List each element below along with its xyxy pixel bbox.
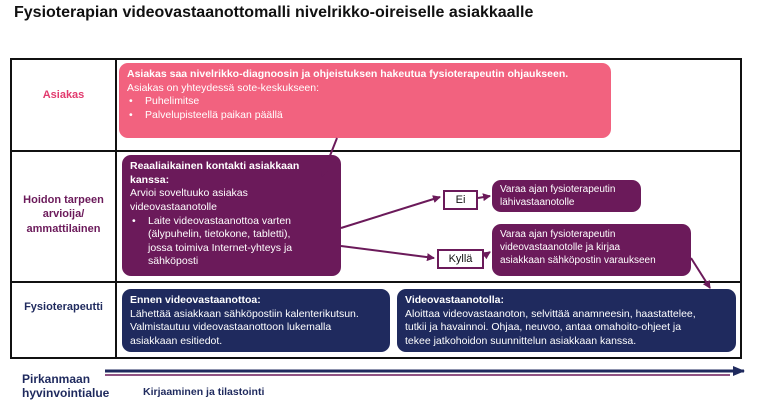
list-item-line: (älypuhelin, tietokone, tabletti), xyxy=(148,228,291,241)
during-box-line: tutkii ja havainnoi. Ohjaa, neuvoo, antaa omahoito-ohjeet ja xyxy=(405,321,682,334)
outcome-line: videovastaanotolle ja kirjaa xyxy=(500,242,621,253)
lane-label-line: arvioija/ xyxy=(42,208,85,221)
contact-box-text: Arvioi soveltuuko asiakas xyxy=(130,187,248,200)
decision-kylla-tag: Kyllä xyxy=(437,249,484,269)
during-box-heading: Videovastaanotolla: xyxy=(405,294,505,306)
outcome-line: asiakkaan sähköpostin varaukseen xyxy=(500,255,656,266)
arrow-contact-to-ei xyxy=(341,197,440,228)
arrow-kylla-to-outcome xyxy=(484,252,490,256)
brand-line: hyvinvointialue xyxy=(22,386,110,400)
arrow-contact-to-kylla xyxy=(341,246,434,258)
arrow-ei-to-outcome xyxy=(478,196,490,198)
decision-ei-tag: Ei xyxy=(443,190,478,210)
before-box-line: Valmistautuu videovastaanottoon lukemalla xyxy=(130,321,332,334)
outcome-line: Varaa ajan fysioterapeutin xyxy=(500,184,616,195)
list-item-line: jossa toimiva Internet-yhteys ja xyxy=(148,241,293,254)
list-item: • Palvelupisteellä paikan päällä xyxy=(127,109,603,123)
outcome-line: lähivastaanotolle xyxy=(500,197,575,208)
contact-box-heading: Reaaliaikainen kontakti asiakkaan xyxy=(130,160,300,172)
before-box-heading: Ennen videovastaanottoa: xyxy=(130,294,261,306)
lane-label-line: Hoidon tarpeen xyxy=(23,194,104,206)
contact-box-heading: kanssa: xyxy=(130,173,170,186)
list-item: • Puhelimitse xyxy=(127,95,603,109)
during-box-line: Aloittaa videovastaanoton, selvittää anamneesin, haastattelee, xyxy=(405,307,696,320)
list-item-line: • Laite videovastaanottoa varten xyxy=(148,214,292,227)
page-title: Fysioterapian videovastaanottomalli nivelrikko-oireiselle asiakkaalle xyxy=(14,4,534,21)
during-box-line: tekee jatkohoidon suunnittelun asiakkaan kanssa. xyxy=(405,334,637,347)
before-box-line: asiakkaan esitiedot. xyxy=(130,334,223,347)
outcome-line: Varaa ajan fysioterapeutin xyxy=(500,229,616,240)
lane-label-line: ammattilainen xyxy=(26,222,101,235)
arrow-asiakas-to-contact xyxy=(322,138,337,176)
asiakas-box-text: Asiakas on yhteydessä sote-keskukseen: xyxy=(127,81,320,94)
arrow-outcome-to-video xyxy=(691,258,710,288)
before-box-line: Lähettää asiakkaan sähköpostiin kalenterikutsun. xyxy=(130,307,359,320)
process-label: Kirjaaminen ja tilastointi xyxy=(143,386,265,398)
lane-label-fysioterapeutti: Fysioterapeutti xyxy=(24,301,103,313)
contact-box-text: videovastaanotolle xyxy=(130,200,217,213)
asiakas-box-heading: Asiakas saa nivelrikko-diagnoosin ja ohjeistuksen hakeutua fysioterapeutin ohjaukseen. xyxy=(127,68,569,80)
list-item-line: sähköposti xyxy=(148,255,199,268)
lane-label-asiakas: Asiakas xyxy=(42,89,85,101)
brand-line: Pirkanmaan xyxy=(22,372,91,386)
brand-logo-text xyxy=(22,372,109,400)
